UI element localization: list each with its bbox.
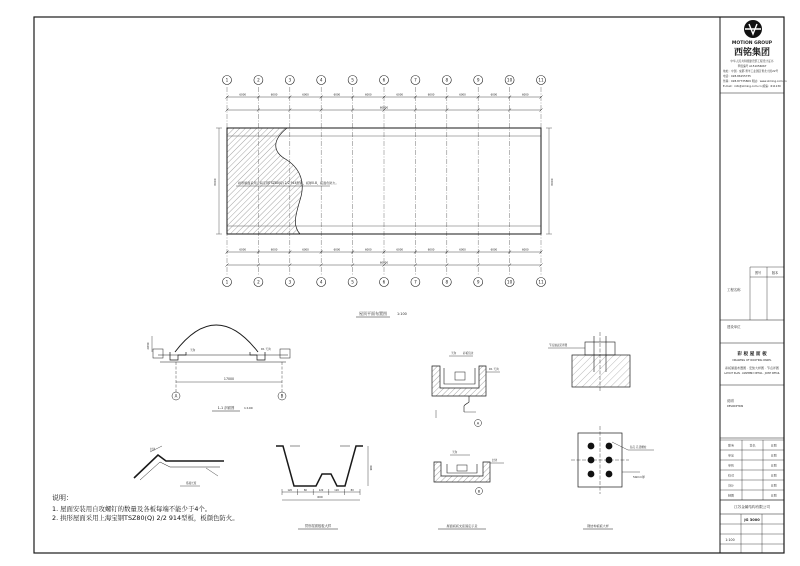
- section-span: 17000: [223, 377, 235, 381]
- section-left-note: 天沟: [190, 349, 196, 352]
- dim-segment-label: 6000: [270, 248, 278, 252]
- gutter1-label-top: 天沟: [451, 352, 457, 355]
- signature-table: [720, 440, 784, 500]
- note-item-2: 2. 拱形屋面采用上海宝钢TSZ80(Q) 2/2 914型板，板颜色防火。: [52, 514, 239, 522]
- project-label: 工程名称: [727, 288, 741, 292]
- dim-segment-label: 6000: [521, 93, 529, 97]
- column-detail: [548, 332, 630, 392]
- sheet-code: JG 3000: [744, 518, 760, 522]
- axis-label: 1: [225, 279, 229, 285]
- scale-value: 1:100: [725, 538, 735, 542]
- axis-markers-bottom: [223, 278, 546, 287]
- revision-table: [750, 267, 784, 320]
- company-logo: [732, 20, 773, 58]
- bolt-title: 钢结构板板大样: [587, 524, 609, 528]
- gutter-left: [170, 352, 186, 360]
- panel-dim-label: 120: [334, 488, 339, 492]
- bolt-hole: [588, 471, 595, 478]
- sign-header-cell: 职务: [727, 443, 735, 448]
- dim-segment-label: 6000: [490, 248, 498, 252]
- panel-profile-detail: [276, 446, 373, 529]
- gutter2-tag: B: [477, 489, 481, 494]
- bolt-hole: [606, 471, 613, 478]
- contact-line: 中华人民共和国建设部工程设计证书: [730, 59, 774, 63]
- gutter2-label-right: 封边: [492, 459, 498, 462]
- dim-segment-label: 6000: [459, 93, 466, 97]
- axis-label: 7: [414, 77, 417, 83]
- panel-height: 180: [369, 465, 373, 471]
- sheet-info: [720, 514, 784, 553]
- column-label: 节点做法见详图: [549, 344, 568, 347]
- contact-line: 电话：028-86155735: [723, 74, 751, 78]
- drawing-title-en: DRAWING OF ROOFING PANEL: [732, 359, 772, 362]
- bolt-dim: 50mm厚: [633, 475, 645, 479]
- dim-total-label: 60000: [379, 106, 389, 110]
- gutter-detail-2: [434, 450, 504, 529]
- sign-date-cell: 日期: [770, 453, 777, 458]
- section-axis-left: A: [174, 393, 178, 399]
- dim-segment-label: 6000: [270, 93, 278, 97]
- drawing-subtitle-cn: 彩板屋面布置图 · 安装大样图 · 节点详图: [725, 366, 779, 370]
- sign-role-cell: 审定: [727, 453, 735, 458]
- dim-segment-label: 6000: [364, 248, 372, 252]
- gutter1-tag: A: [476, 421, 480, 426]
- section-scale: 1:100: [244, 406, 253, 410]
- axis-label: 6: [382, 77, 386, 83]
- bolt-plate-detail: [571, 426, 654, 529]
- sign-role-cell: 制图: [727, 493, 735, 498]
- plan-dimensions-top: [226, 93, 543, 112]
- remarks-label: 说明: [727, 399, 734, 403]
- axis-label: 8: [445, 279, 449, 285]
- plan-title: 屋顶平面布置图: [359, 311, 387, 316]
- panel-dim-label: 120: [318, 488, 324, 492]
- gutter1-label-top2: 彩板包边: [463, 352, 474, 355]
- gutter-detail-1: [432, 351, 500, 427]
- axis-label: 4: [319, 77, 323, 83]
- dim-segment-label: 6000: [427, 248, 435, 252]
- bolt-hole: [606, 443, 613, 450]
- panel-dim-label: 80: [303, 488, 307, 492]
- sign-role-cell: 设计: [727, 483, 735, 488]
- bolt-label: 钻孔 孔径螺栓: [630, 446, 647, 449]
- axis-label: 5: [351, 279, 354, 285]
- section-1-1: [146, 325, 290, 411]
- dim-segment-label: 6000: [239, 248, 247, 252]
- axis-label: 11: [538, 279, 544, 285]
- dim-total-label: 60000: [379, 261, 389, 265]
- axis-label: 5: [351, 77, 354, 83]
- gutter-right: [250, 352, 265, 360]
- axis-label: 4: [319, 279, 323, 285]
- section-right-note: D1 天沟: [261, 348, 271, 351]
- fold-label-right: 搭接长度: [186, 482, 197, 485]
- axis-label: 11: [538, 77, 544, 83]
- axis-label: 2: [257, 77, 260, 83]
- dim-segment-label: 6000: [239, 93, 247, 97]
- dim-segment-label: 6000: [396, 248, 404, 252]
- client-label: 建设单位: [727, 325, 741, 329]
- gutter2-label-top: 天沟: [452, 451, 458, 454]
- section-axis-right: B: [280, 393, 284, 399]
- plan-callout: 拱形屋面采用上海宝钢TSZ80(Q) 2/2 914型板，板厚0.8，板面色防火。: [238, 181, 339, 185]
- bolt-hole: [606, 457, 613, 464]
- axis-label: 10: [506, 77, 513, 83]
- roof-plan: [213, 76, 554, 318]
- sheet-border: [34, 17, 784, 553]
- axis-label: 6: [382, 279, 386, 285]
- dim-segment-label: 6000: [364, 93, 372, 97]
- sign-date-cell: 日期: [770, 473, 777, 478]
- sign-date-cell: 日期: [770, 493, 777, 498]
- sign-role-cell: 校对: [727, 473, 735, 478]
- axis-label: 1: [225, 77, 229, 83]
- sign-header-cell: 日期: [770, 443, 777, 448]
- drawing-subtitle-en: LAYOUT PLAN · ASSEMBLY DETAIL · JOINT DETAIL: [724, 372, 780, 375]
- general-notes: [52, 494, 262, 523]
- axis-label: 10: [506, 279, 513, 285]
- axis-label: 8: [445, 77, 449, 83]
- drawing-title-cn: 彩 板 屋 面 板: [737, 352, 767, 357]
- panel-dim-label: 120: [287, 488, 293, 492]
- note-item-1: 1. 屋面安装用自攻螺钉的数量及各板每端不能少于4个。: [52, 505, 212, 513]
- notes-heading: 说明：: [52, 494, 73, 502]
- company-contact: [723, 59, 787, 88]
- arch-roof-curve: [175, 325, 258, 352]
- axis-label: 3: [288, 77, 292, 83]
- axis-label: 2: [257, 279, 260, 285]
- gutter1-label-right: D1 天沟: [489, 368, 499, 371]
- title-block: [720, 17, 787, 553]
- revision-label: 版本: [771, 271, 779, 275]
- dim-segment-label: 6000: [427, 93, 435, 97]
- contact-line: 地址：中国 · 成都 青羊工业园区青龙大街22号: [723, 69, 779, 73]
- contact-line: 传真：028-87735809 网站：www.ximing.com.cn: [723, 79, 787, 83]
- gutter2-title: 屋面板板支座固定示意: [446, 524, 478, 528]
- sign-role-cell: 审核: [727, 463, 735, 468]
- drawing-no-label: 图号: [754, 271, 762, 275]
- axis-label: 3: [288, 279, 292, 285]
- section-rise: 2830: [146, 342, 150, 350]
- bolt-hole: [588, 443, 595, 450]
- panel-total: 600: [317, 495, 323, 499]
- contact-line: E-mail：info@ximing.com.cn 邮编：611130: [723, 84, 781, 88]
- panel-title: 拱形屋面板板大样: [304, 524, 332, 528]
- section-title: 1-1 剖面图: [217, 406, 235, 410]
- remarks-en: DESCRIPTION: [727, 405, 744, 408]
- fold-detail: [134, 446, 224, 486]
- fold-label-left: 封边: [150, 448, 156, 451]
- axis-label: 9: [476, 279, 480, 285]
- dim-segment-label: 6000: [302, 93, 309, 97]
- company-cn: 西铭集团: [733, 48, 771, 58]
- dim-segment-label: 6000: [333, 248, 341, 252]
- dim-segment-label: 6000: [333, 93, 341, 97]
- panel-profile-line: [276, 446, 363, 486]
- panel-dim-label: 80: [350, 488, 354, 492]
- axis-label: 9: [476, 77, 480, 83]
- company-en: MOTION GROUP: [731, 41, 773, 46]
- sign-date-cell: 日期: [770, 463, 777, 468]
- dim-segment-label: 6000: [396, 93, 404, 97]
- bolt-hole: [588, 457, 595, 464]
- dim-segment-label: 6000: [302, 248, 309, 252]
- contact-line: 甲级编号 A151056067: [737, 64, 767, 68]
- axis-markers-top: [223, 76, 546, 85]
- axis-label: 7: [414, 279, 417, 285]
- dim-segment-label: 6000: [521, 248, 529, 252]
- sign-date-cell: 日期: [770, 483, 777, 488]
- plan-scale: 1:100: [397, 312, 407, 316]
- dim-segment-label: 6000: [459, 248, 466, 252]
- plan-side-dim-right: 6000: [550, 178, 554, 186]
- plan-side-dim-left: 6000: [213, 178, 217, 186]
- sign-header-cell: 签名: [749, 443, 756, 448]
- firm-name: 江苏金属结构有限公司: [734, 505, 770, 509]
- dim-segment-label: 6000: [490, 93, 498, 97]
